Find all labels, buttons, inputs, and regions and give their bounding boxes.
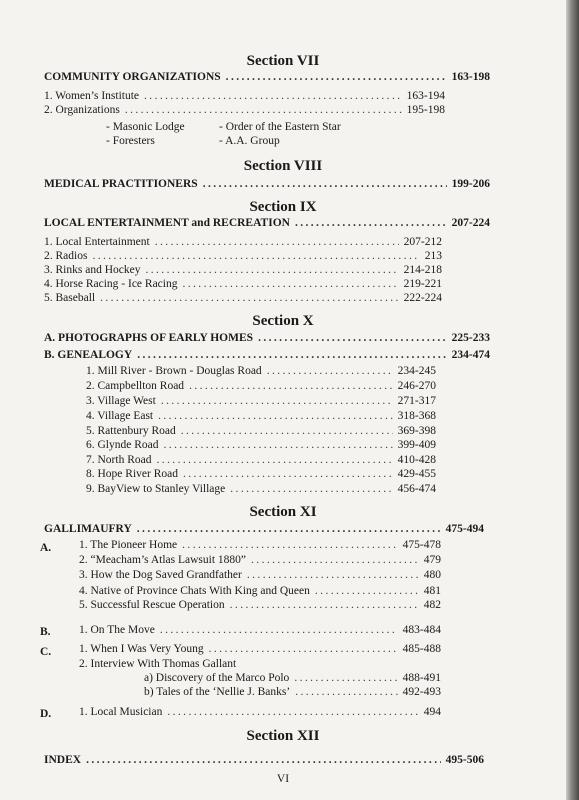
org-item: - Masonic Lodge [106, 121, 185, 133]
toc-entry: 8. Hope River Road ..... 429-455 [86, 467, 436, 481]
toc-entry: 2. Campbellton Road ..... 246-270 [86, 379, 436, 393]
toc-entry: 1. On The Move ..... 483-484 [79, 623, 441, 637]
toc-entry: 4. Native of Province Chats With King and Queen ..... 481 [79, 584, 441, 598]
toc-entry: 3. Rinks and Hockey ..... 214-218 [44, 263, 442, 277]
toc-entry-photographs: A. PHOTOGRAPHS OF EARLY HOMES ..... 225-233 [44, 331, 490, 345]
org-item: - Order of the Eastern Star [219, 121, 341, 133]
subsection-letter-b: B. [40, 626, 51, 638]
toc-entry: 7. North Road ..... 410-428 [86, 453, 436, 467]
toc-entry: 1. Local Musician ..... 494 [79, 705, 441, 719]
section-xii-heading: Section XII [246, 728, 320, 744]
toc-entry: 5. Successful Rescue Operation ..... 482 [79, 598, 441, 612]
toc-entry: 4. Village East ..... 318-368 [86, 409, 436, 423]
toc-entry-local-entertainment: LOCAL ENTERTAINMENT and RECREATION ..... 207-224 [44, 216, 490, 230]
toc-entry: 1. Mill River - Brown - Douglas Road ..... 234-245 [86, 364, 436, 378]
toc-entry: b) Tales of the ‘Nellie J. Banks’ ..... 492-493 [144, 685, 441, 699]
toc-entry: 3. Village West ..... 271-317 [86, 394, 436, 408]
toc-entry: 9. BayView to Stanley Village ..... 456-474 [86, 482, 436, 496]
page-number: VI [276, 773, 290, 785]
toc-entry-community-organizations: COMMUNITY ORGANIZATIONS ..... 163-198 [44, 70, 490, 84]
toc-entry: 1. Women’s Institute ..... 163-194 [44, 89, 445, 103]
toc-entry: 1. When I Was Very Young ..... 485-488 [79, 642, 441, 656]
toc-entry: 2. Radios ..... 213 [44, 249, 442, 263]
toc-entry-medical-practitioners: MEDICAL PRACTITIONERS ..... 199-206 [44, 177, 490, 191]
section-vii-heading: Section VII [246, 53, 320, 69]
subsection-letter-a: A. [40, 542, 52, 554]
toc-entry: 1. The Pioneer Home ..... 475-478 [79, 538, 441, 552]
section-xi-heading: Section XI [249, 504, 317, 520]
section-viii-heading: Section VIII [243, 158, 323, 174]
toc-entry-index: INDEX ..... 495-506 [44, 753, 484, 767]
toc-entry: 4. Horse Racing - Ice Racing ..... 219-221 [44, 277, 442, 291]
section-x-heading: Section X [252, 313, 314, 329]
toc-entry: 1. Local Entertainment ..... 207-212 [44, 235, 442, 249]
toc-entry: 2. Organizations ..... 195-198 [44, 103, 445, 117]
toc-entry-gallimaufry: GALLIMAUFRY ..... 475-494 [44, 522, 484, 536]
toc-entry: 5. Baseball ..... 222-224 [44, 291, 442, 305]
subsection-letter-d: D. [40, 708, 52, 720]
toc-entry: 2. “Meacham’s Atlas Lawsuit 1880” ..... 479 [79, 553, 441, 567]
page-edge-shadow [566, 0, 579, 800]
toc-entry-interview: 2. Interview With Thomas Gallant [79, 658, 237, 670]
org-item: - Foresters [106, 135, 155, 147]
toc-entry: 5. Rattenbury Road ..... 369-398 [86, 424, 436, 438]
toc-entry: 3. How the Dog Saved Grandfather ..... 480 [79, 568, 441, 582]
toc-entry: a) Discovery of the Marco Polo ..... 488-491 [144, 671, 441, 685]
toc-entry-genealogy: B. GENEALOGY ..... 234-474 [44, 348, 490, 362]
org-item: - A.A. Group [219, 135, 280, 147]
subsection-letter-c: C. [40, 646, 52, 658]
section-ix-heading: Section IX [249, 199, 317, 215]
toc-entry: 6. Glynde Road ..... 399-409 [86, 438, 436, 452]
